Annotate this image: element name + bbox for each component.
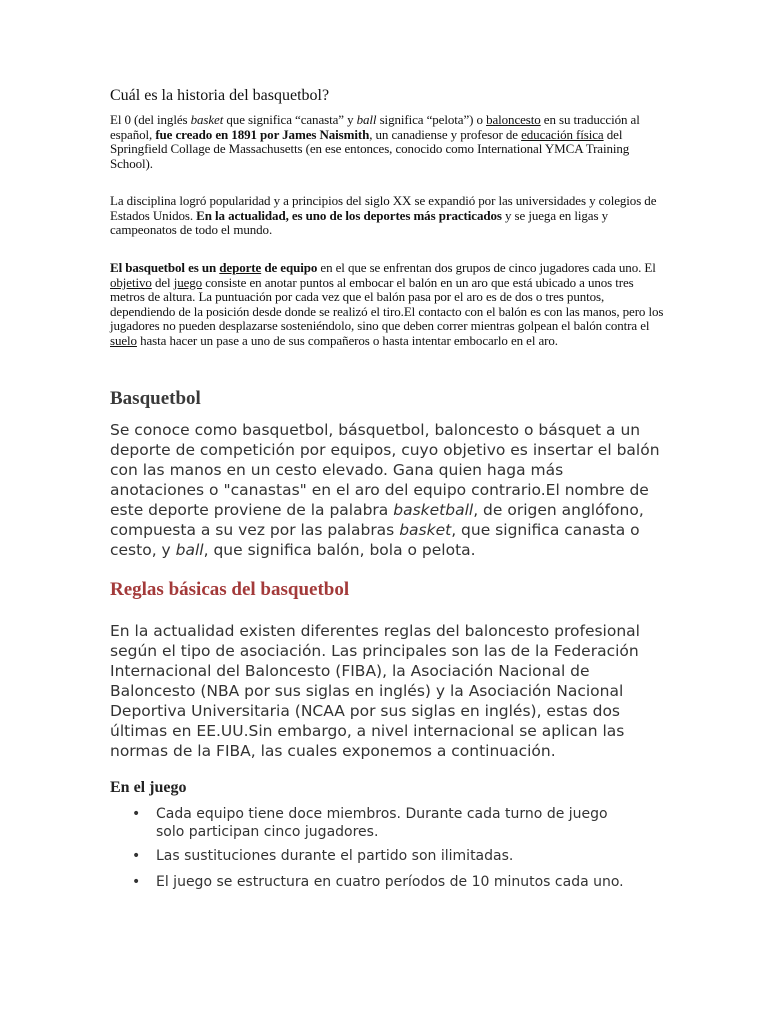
text-run: consiste en anotar puntos al embocar el balón en un aro que está ubicado a unos tres metros de altura. La puntuación por cada vez que el balón pasa por el aro es de dos o tres puntos, dependiendo de la posición desde donde se realizó el tiro.El contacto con el balón es con las manos, pero los jugadores no pueden desplazarse sosteniéndolo, sino que deben correr mientras golpean el balón contra el [110, 274, 664, 334]
link-baloncesto[interactable]: baloncesto [486, 112, 541, 127]
reglas-paragraph: En la actualidad existen diferentes reglas del baloncesto profesional según el tipo de asociación. Las principales son las de la Federación Internacional del Baloncesto (FIBA), la Asociación Nacional de Baloncesto (NBA por sus siglas en inglés) y la Asociación Nacional Deportiva Universitaria (NCAA por sus siglas en inglés), estas dos últimas en EE.UU.Sin embargo, a nivel internacional se aplican las normas de la FIBA, las cuales exponemos a continuación. [110, 622, 640, 760]
link-deporte[interactable]: deporte [219, 260, 262, 275]
list-item [110, 873, 640, 891]
basquetbol-heading: Basquetbol [110, 388, 201, 409]
list-item-text: El juego se estructura en cuatro períodos de 10 minutos cada uno. [156, 874, 624, 890]
list-item-text: Cada equipo tiene doce miembros. Durante cada turno de juego solo participan cinco jugadores. [156, 806, 608, 840]
text-run: hasta hacer un pase a uno de sus compañeros o hasta intentar embocarlo en el aro. [136, 332, 558, 348]
bold-definition-end: de equipo [261, 260, 318, 275]
link-objetivo[interactable]: objetivo [110, 274, 152, 290]
text-run: en su traducción al español, [110, 112, 640, 142]
link-suelo[interactable]: suelo [110, 332, 137, 348]
bullet-icon: • [132, 874, 141, 890]
text-run: del Springfield Collage de Massachusetts (en ese entonces, conocido como International YMCA Training School). [110, 126, 630, 171]
text-run: La disciplina logró popularidad y a principios del siglo XX se expandió por las universidades y colegios de Estados Unidos. [110, 193, 657, 223]
history-paragraph-2 [110, 194, 665, 238]
bold-naismith: fue creado en 1891 por James Naismith [155, 126, 370, 142]
link-educacion-fisica[interactable]: educación física [521, 126, 604, 142]
list-item [110, 847, 640, 865]
text-run: , un canadiense y profesor de [369, 126, 522, 142]
list-item-text: Las sustituciones durante el partido son ilimitadas. [156, 848, 514, 864]
italic-ball: ball [175, 541, 204, 559]
italic-basket: basket [399, 521, 452, 539]
en-el-juego-heading: En el juego [110, 779, 187, 796]
list-item [110, 805, 640, 839]
text-run: y se juega en ligas y campeonatos de todo el mundo. [110, 207, 608, 238]
basquetbol-paragraph [110, 420, 662, 560]
text-run: , que significa canasta o cesto, y [110, 521, 640, 559]
link-juego[interactable]: juego [173, 274, 203, 290]
text-run: El 0 (del inglés [110, 112, 191, 127]
italic-basketball: basketball [393, 501, 474, 519]
bullet-icon: • [132, 848, 141, 864]
text-run: Se conoce como basquetbol, básquetbol, baloncesto o básquet a un deporte de competición por equipos, cuyo objetivo es insertar el balón con las manos en un cesto elevado. Gana quien haga más anotaciones o "canastas" en el aro del equipo contrario.El nombre de este deporte proviene de la palabra [110, 421, 660, 519]
bold-popularity: En la actualidad, es uno de los deportes más practicados [196, 207, 502, 223]
text-run: significa “pelota”) o [376, 112, 487, 127]
italic-basket: basket [190, 112, 224, 127]
history-paragraph-3 [110, 261, 665, 349]
bullet-icon: • [132, 806, 141, 822]
question-title: Cuál es la historia del basquetbol? [110, 87, 330, 104]
text-run: , de origen anglófono, compuesta a su vez por las palabras [110, 501, 644, 539]
text-run: , que significa balón, bola o pelota. [203, 541, 476, 559]
text-run: en el que se enfrentan dos grupos de cinco jugadores cada uno. El [317, 260, 656, 275]
text-run: del [151, 274, 174, 290]
bold-definition-start: El basquetbol es un [110, 260, 220, 275]
reglas-heading: Reglas básicas del basquetbol [110, 579, 350, 600]
rules-list [110, 805, 640, 891]
text-run: que significa “canasta” y [223, 112, 357, 127]
history-paragraph-1 [110, 113, 665, 171]
italic-ball: ball [356, 112, 377, 127]
